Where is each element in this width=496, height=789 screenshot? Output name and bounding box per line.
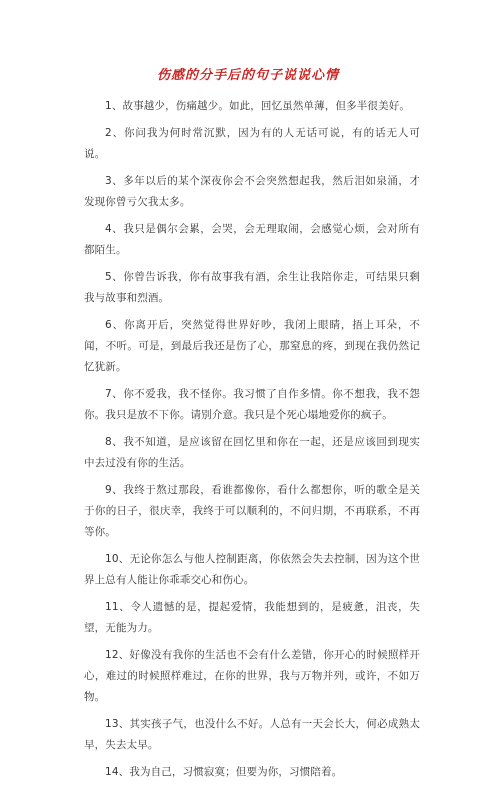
paragraph-14: 14、我为自己，习惯寂寞；但要为你，习惯陪着。	[105, 766, 343, 778]
paragraph-12: 12、好像没有我你的生活也不会有什么差错，你开心的时候照样开心，难过的时候照样难过，在你的世界，我与万物并列，或许，不如万物。	[84, 649, 420, 703]
paragraph-7: 7、你不爱我，我不怪你。我习惯了自作多情。你不想我，我不怨你。我只是放不下你。请别介意。我只是个死心塌地爱你的疯子。	[84, 388, 420, 421]
paragraph-1: 1、故事越少，伤痛越少。如此，回忆虽然单薄，但多半很美好。	[105, 100, 411, 112]
paragraph-11: 11、令人遗憾的是，提起爱情，我能想到的，是疲惫，沮丧，失望，无能为力。	[84, 601, 420, 634]
paragraph-10: 10、无论你怎么与他人控制距离，你依然会失去控制，因为这个世界上总有人能让你乖乖交心和伤心。	[84, 553, 420, 586]
document-body	[84, 96, 420, 789]
paragraph-5: 5、你曾告诉我，你有故事我有酒，余生让我陪你走，可结果只剩我与故事和烈酒。	[84, 271, 420, 304]
paragraph-6: 6、你离开后，突然觉得世界好吵，我闭上眼睛，捂上耳朵，不闻，不听。可是，到最后我还是伤了心，那窒息的疼，到现在我仍然记忆犹新。	[84, 319, 420, 373]
paragraph-4: 4、我只是偶尔会累，会哭，会无理取闹，会感觉心烦，会对所有都陌生。	[84, 223, 420, 256]
paragraph-13: 13、其实孩子气，也没什么不好。人总有一天会长大，何必成熟太早，失去太早。	[84, 718, 420, 751]
paragraph-8: 8、我不知道，是应该留在回忆里和你在一起，还是应该回到现实中去过没有你的生活。	[84, 436, 420, 469]
paragraph-3: 3、多年以后的某个深夜你会不会突然想起我，然后泪如泉涌，才发现你曾亏欠我太多。	[84, 175, 420, 208]
document-title: 伤感的分手后的句子说说心情	[156, 68, 339, 83]
paragraph-9: 9、我终于熬过那段，看谁都像你，看什么都想你，听的歌全是关于你的日子，很庆幸，我终于可以顺利的，不问归期，不再联系，不再等你。	[84, 484, 420, 538]
paragraph-2: 2、你问我为何时常沉默，因为有的人无话可说，有的话无人可说。	[84, 127, 420, 160]
